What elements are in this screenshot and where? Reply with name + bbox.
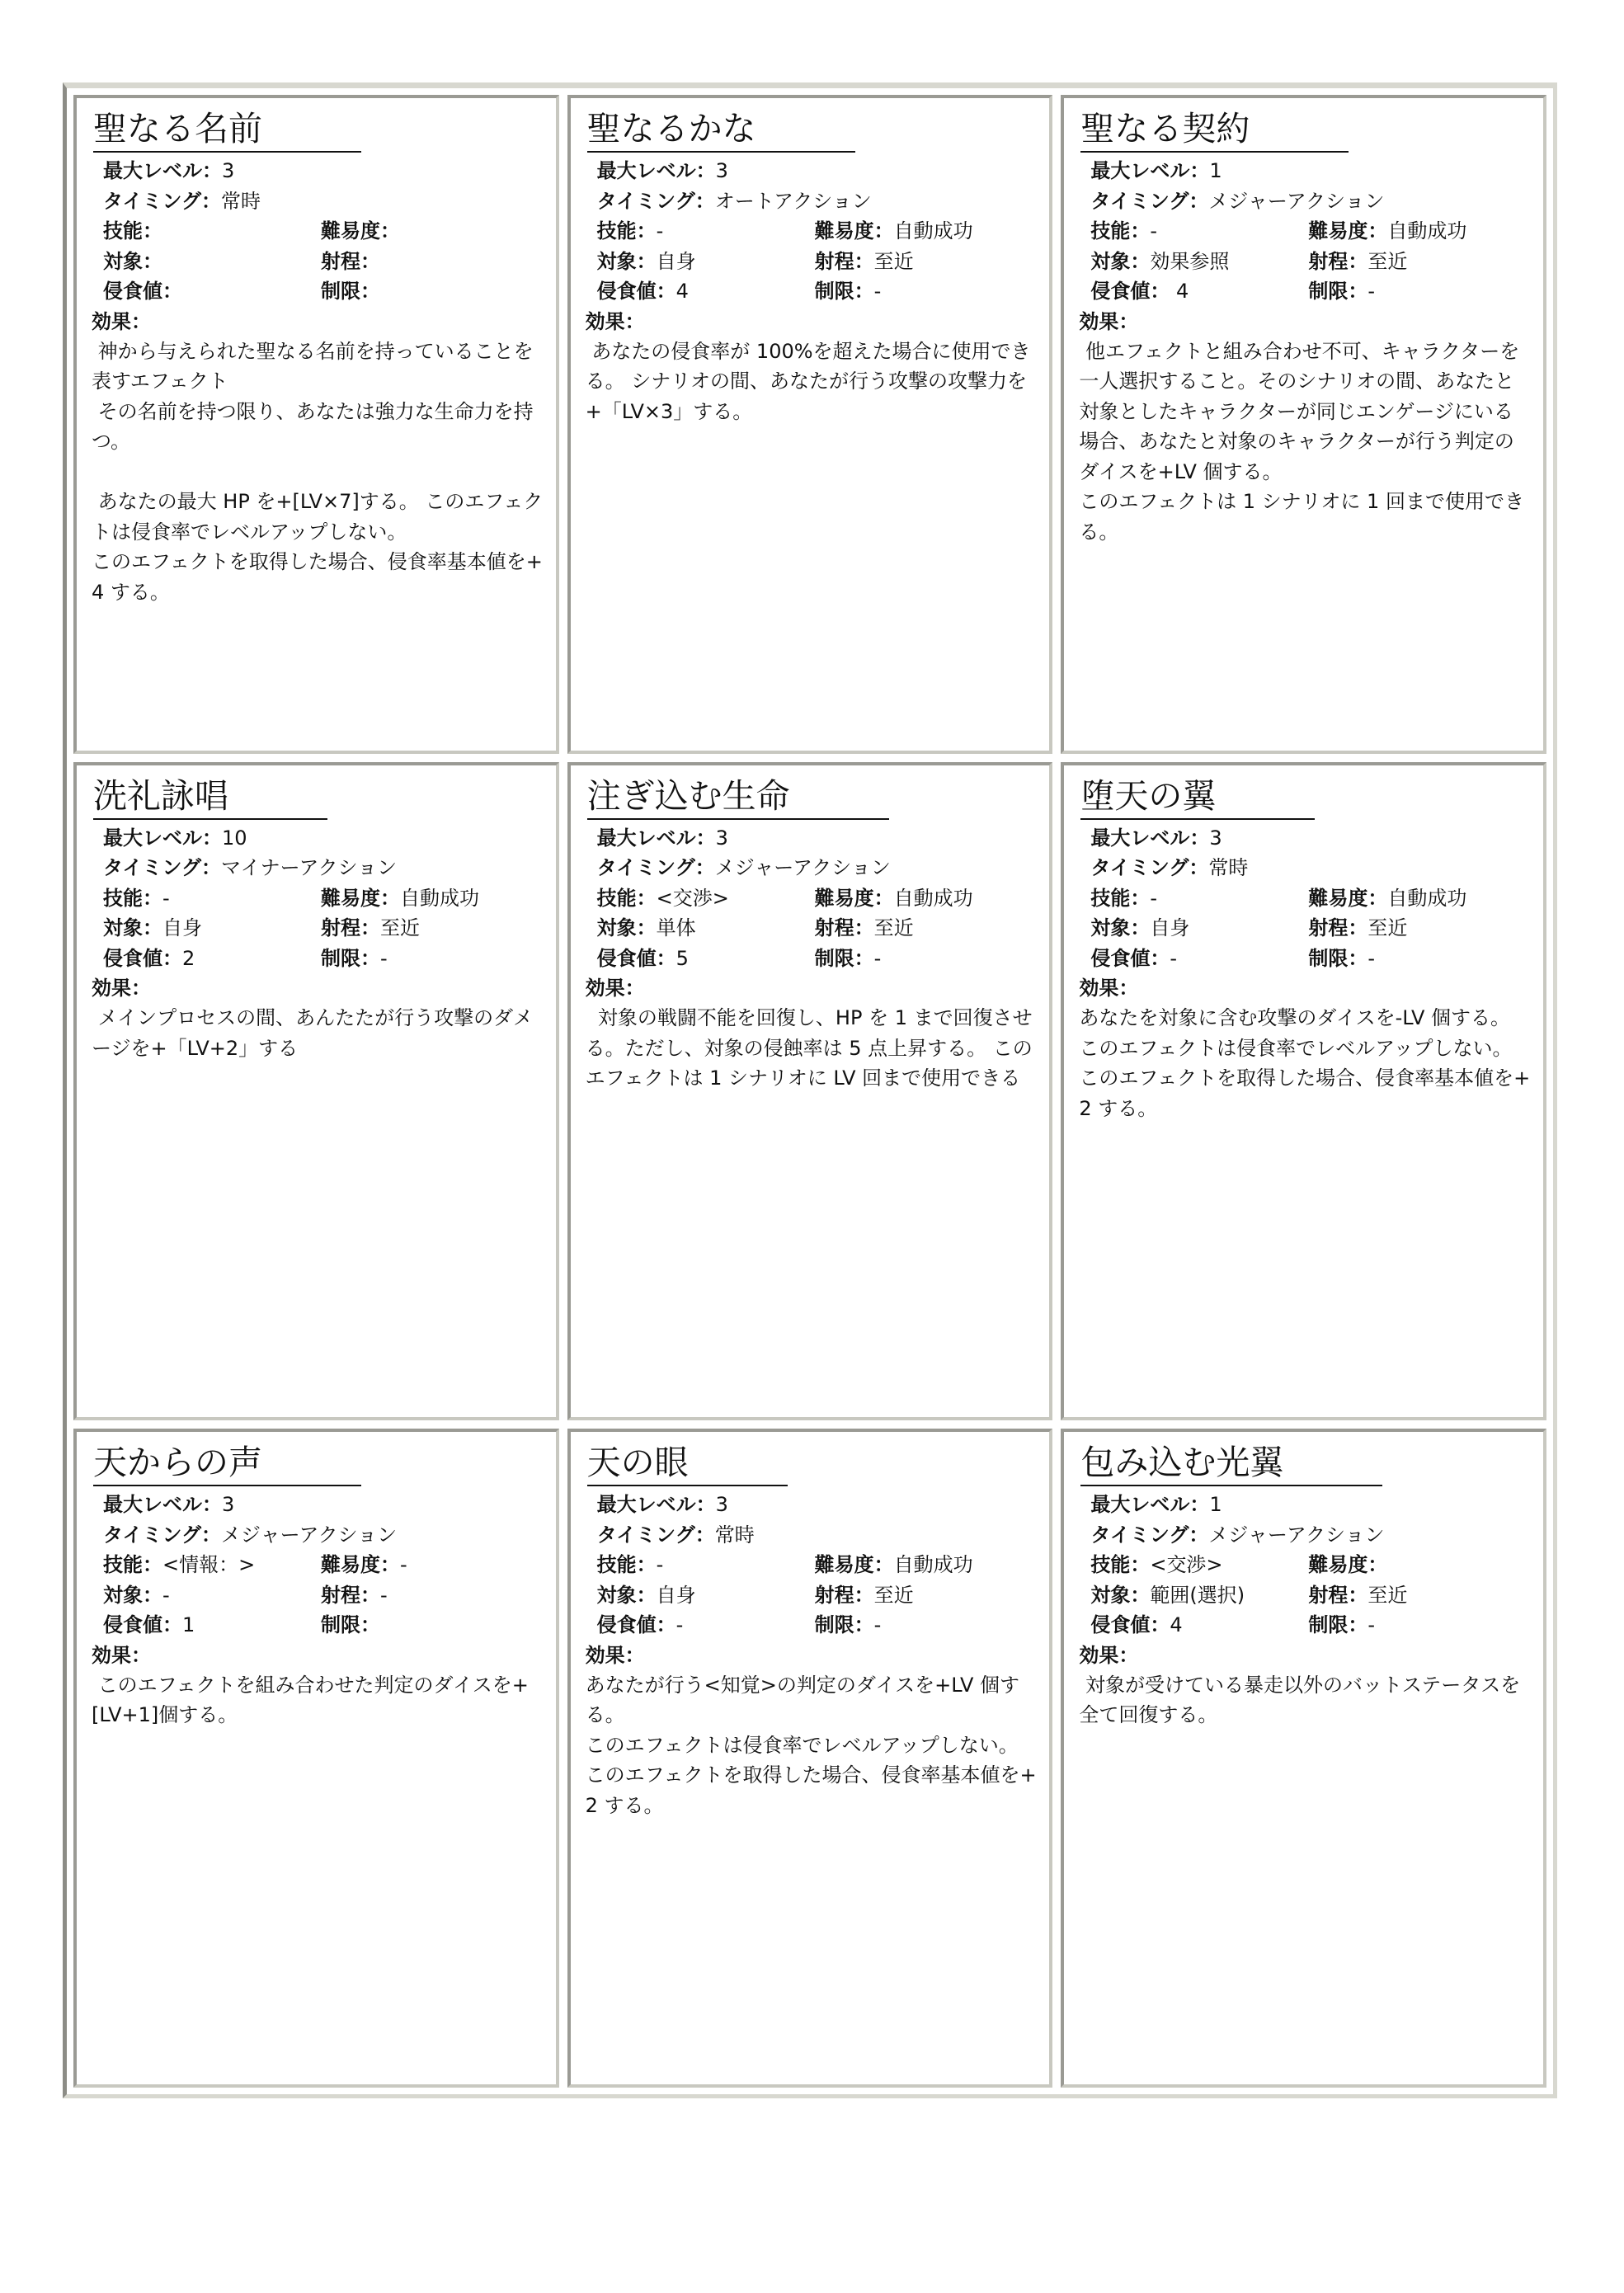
stat-row-skill xyxy=(1090,216,1532,247)
stat-row-max-level xyxy=(597,156,1038,186)
max-level-label: 最大レベル： xyxy=(103,1493,222,1517)
effect-text: あなたが行う<知覚>の判定のダイスを+LV 個する。 このエフェクトは侵食率でレベルアップしない。 このエフェクトを取得した場合、侵食率基本値を+2 する。 xyxy=(585,1673,1037,1817)
effect-text: 他エフェクトと組み合わせ不可、キャラクターを一人選択すること。そのシナリオの間、あなたと対象としたキャラクターが同じエンゲージにいる場合、あなたと対象のキャラクターが行う判定のダイスを+LV 個する。 このエフェクトは 1 シナリオに 1 回まで使用できる。 xyxy=(1079,339,1524,544)
range-value: 至近 xyxy=(1367,249,1408,273)
range-label: 射程： xyxy=(1308,916,1368,940)
effect-stats xyxy=(103,156,544,307)
max-level-label: 最大レベル： xyxy=(1090,1493,1210,1517)
restriction-label: 制限： xyxy=(814,1613,874,1637)
max-level-label: 最大レベル： xyxy=(596,826,716,850)
difficulty-label: 難易度： xyxy=(321,886,400,910)
effect-label: 効果： xyxy=(92,309,151,333)
skill-label: 技能： xyxy=(596,1553,657,1577)
stat-row-target xyxy=(103,247,544,277)
max-level-value: 3 xyxy=(715,159,728,182)
effect-text: あなたを対象に含む攻撃のダイスを-LV 個する。 このエフェクトは侵食率でレベルアップしない。 このエフェクトを取得した場合、侵食率基本値を+2 する。 xyxy=(1079,1006,1531,1120)
erosion-value: 2 xyxy=(182,946,195,970)
skill-value: - xyxy=(162,886,170,910)
erosion-value: 5 xyxy=(675,946,689,970)
skill-label: 技能： xyxy=(103,1553,162,1577)
effect-stats xyxy=(1090,1490,1532,1641)
effect-name: 包み込む光翼 xyxy=(1080,1440,1382,1486)
effect-stats xyxy=(1090,823,1532,974)
timing-label: タイミング： xyxy=(1090,1523,1209,1547)
restriction-label: 制限： xyxy=(814,946,874,970)
target-label: 対象： xyxy=(596,1583,657,1607)
erosion-value: 4 xyxy=(1170,280,1189,303)
stat-row-max-level xyxy=(1090,823,1532,854)
stat-row-skill xyxy=(597,883,1038,914)
range-value: 至近 xyxy=(873,916,914,940)
stat-row-target xyxy=(1090,1580,1532,1611)
stat-row-erosion xyxy=(1090,276,1532,307)
max-level-label: 最大レベル： xyxy=(103,826,222,850)
effect-name: 注ぎ込む生命 xyxy=(587,774,889,820)
effect-card xyxy=(567,1429,1053,2088)
target-label: 対象： xyxy=(1090,916,1151,940)
max-level-label: 最大レベル： xyxy=(596,159,716,182)
range-label: 射程： xyxy=(814,1583,874,1607)
restriction-value: - xyxy=(873,280,882,303)
effect-card xyxy=(1061,762,1546,1421)
range-label: 射程： xyxy=(321,1583,380,1607)
skill-label: 技能： xyxy=(1090,219,1151,242)
max-level-value: 3 xyxy=(1209,826,1222,850)
max-level-label: 最大レベル： xyxy=(103,159,222,182)
target-label: 対象： xyxy=(1090,1583,1151,1607)
range-value: - xyxy=(380,1583,388,1607)
max-level-value: 3 xyxy=(222,159,235,182)
erosion-value: 1 xyxy=(182,1613,195,1637)
effect-card-sheet xyxy=(63,82,1557,2098)
max-level-value: 3 xyxy=(715,826,728,850)
erosion-label: 侵食値： xyxy=(1090,280,1170,303)
effect-text: 神から与えられた聖なる名前を持っていることを表すエフェクト その名前を持つ限り、あなたは強力な生命力を持つ。 あなたの最大 HP を+[LV×7]する。 このエフェクトは侵食率でレベルアップしない。 このエフェクトを取得した場合、侵食率基本値を+4 する。 xyxy=(92,339,544,604)
timing-label: タイミング： xyxy=(1090,856,1209,880)
target-value: 単体 xyxy=(656,916,696,940)
effect-name: 堕天の翼 xyxy=(1080,774,1315,820)
erosion-label: 侵食値： xyxy=(596,946,676,970)
restriction-value: - xyxy=(873,946,882,970)
stat-row-max-level xyxy=(1090,1490,1532,1520)
target-label: 対象： xyxy=(103,916,162,940)
restriction-label: 制限： xyxy=(321,280,380,303)
skill-label: 技能： xyxy=(596,219,657,242)
max-level-label: 最大レベル： xyxy=(1090,826,1210,850)
erosion-value: - xyxy=(1170,946,1177,970)
erosion-label: 侵食値： xyxy=(1090,946,1170,970)
target-value: 自身 xyxy=(656,249,696,273)
stat-row-max-level xyxy=(597,1490,1038,1520)
effect-name: 聖なるかな xyxy=(587,106,855,153)
max-level-label: 最大レベル： xyxy=(596,1493,716,1517)
stat-row-erosion xyxy=(597,944,1038,974)
difficulty-label: 難易度： xyxy=(321,1553,400,1577)
restriction-label: 制限： xyxy=(1308,1613,1368,1637)
effect-label: 効果： xyxy=(1079,1643,1139,1667)
timing-label: タイミング： xyxy=(103,1523,222,1547)
timing-label: タイミング： xyxy=(596,1523,715,1547)
stat-row-max-level xyxy=(103,823,544,854)
stat-row-erosion xyxy=(597,276,1038,307)
erosion-value: 4 xyxy=(675,280,689,303)
skill-label: 技能： xyxy=(1090,886,1151,910)
stat-row-target xyxy=(1090,913,1532,944)
target-label: 対象： xyxy=(596,249,657,273)
timing-label: タイミング： xyxy=(103,856,222,880)
effect-name: 天の眼 xyxy=(587,1440,788,1486)
skill-value: - xyxy=(1150,886,1157,910)
effect-name: 聖なる契約 xyxy=(1080,106,1349,153)
effect-text: メインプロセスの間、あんたたが行う攻撃のダメージを+「LV+2」する xyxy=(92,1006,534,1060)
timing-value: メジャーアクション xyxy=(714,856,891,880)
target-value: 範囲(選択) xyxy=(1150,1583,1245,1607)
skill-label: 技能： xyxy=(103,886,162,910)
effect-card xyxy=(73,95,559,754)
effect-stats xyxy=(103,823,544,974)
timing-label: タイミング： xyxy=(1090,189,1209,213)
range-label: 射程： xyxy=(321,249,380,273)
target-value: 自身 xyxy=(656,1583,696,1607)
target-value: - xyxy=(162,1583,170,1607)
timing-label: タイミング： xyxy=(596,189,715,213)
erosion-label: 侵食値： xyxy=(596,1613,676,1637)
effect-text: あなたの侵食率が 100%を超えた場合に使用できる。 シナリオの間、あなたが行う攻撃の攻撃力を+「LV×3」する。 xyxy=(585,339,1031,423)
difficulty-value: 自動成功 xyxy=(1387,219,1467,242)
timing-value: メジャーアクション xyxy=(1208,189,1385,213)
timing-value: 常時 xyxy=(221,189,261,213)
effect-name: 洗礼詠唱 xyxy=(93,774,327,820)
difficulty-value: 自動成功 xyxy=(893,1553,973,1577)
range-label: 射程： xyxy=(321,916,380,940)
target-value: 自身 xyxy=(1150,916,1190,940)
effect-name: 聖なる名前 xyxy=(93,106,361,153)
target-value: 効果参照 xyxy=(1150,249,1230,273)
timing-value: メジャーアクション xyxy=(221,1523,398,1547)
skill-value: <交渉> xyxy=(656,886,729,910)
stat-row-erosion xyxy=(103,276,544,307)
stat-row-erosion xyxy=(103,1610,544,1641)
effect-stats xyxy=(597,1490,1038,1641)
stat-row-skill xyxy=(597,216,1038,247)
stat-row-timing xyxy=(103,186,544,217)
difficulty-label: 難易度： xyxy=(814,1553,894,1577)
target-label: 対象： xyxy=(1090,249,1151,273)
skill-value: - xyxy=(656,219,664,242)
target-label: 対象： xyxy=(103,249,162,273)
effect-card xyxy=(1061,95,1546,754)
stat-row-erosion xyxy=(597,1610,1038,1641)
timing-value: 常時 xyxy=(714,1523,755,1547)
effect-stats xyxy=(103,1490,544,1641)
restriction-value: - xyxy=(1367,946,1375,970)
range-value: 至近 xyxy=(873,249,914,273)
timing-label: タイミング： xyxy=(103,189,222,213)
max-level-value: 3 xyxy=(715,1493,728,1517)
range-value: 至近 xyxy=(1367,916,1408,940)
skill-label: 技能： xyxy=(596,886,657,910)
timing-value: 常時 xyxy=(1208,856,1249,880)
stat-row-skill xyxy=(1090,1550,1532,1580)
restriction-label: 制限： xyxy=(321,946,380,970)
stat-row-max-level xyxy=(103,1490,544,1520)
stat-row-timing xyxy=(597,1520,1038,1551)
stat-row-max-level xyxy=(597,823,1038,854)
skill-value: - xyxy=(656,1553,664,1577)
erosion-value: - xyxy=(675,1613,684,1637)
stat-row-timing xyxy=(597,853,1038,883)
skill-value: <情報：> xyxy=(162,1553,256,1577)
difficulty-value: - xyxy=(400,1553,407,1577)
effect-card xyxy=(567,95,1053,754)
stat-row-skill xyxy=(103,1550,544,1580)
stat-row-target xyxy=(597,913,1038,944)
stat-row-skill xyxy=(597,1550,1038,1580)
restriction-label: 制限： xyxy=(1308,280,1368,303)
erosion-value: 4 xyxy=(1170,1613,1183,1637)
effect-label: 効果： xyxy=(585,977,645,1001)
stat-row-skill xyxy=(103,216,544,247)
range-value: 至近 xyxy=(380,916,420,940)
stat-row-timing xyxy=(1090,1520,1532,1551)
effect-label: 効果： xyxy=(1079,309,1139,333)
stat-row-erosion xyxy=(103,944,544,974)
timing-label: タイミング： xyxy=(596,856,715,880)
erosion-label: 侵食値： xyxy=(103,946,182,970)
effect-text: 対象が受けている暴走以外のバットステータスを全て回復する。 xyxy=(1079,1673,1521,1727)
skill-label: 技能： xyxy=(1090,1553,1151,1577)
difficulty-value: 自動成功 xyxy=(400,886,479,910)
stat-row-skill xyxy=(1090,883,1532,914)
skill-value: <交渉> xyxy=(1150,1553,1223,1577)
restriction-label: 制限： xyxy=(1308,946,1368,970)
stat-row-timing xyxy=(1090,853,1532,883)
difficulty-label: 難易度： xyxy=(1308,219,1388,242)
effect-stats xyxy=(597,823,1038,974)
max-level-value: 10 xyxy=(222,826,247,850)
restriction-value: - xyxy=(380,946,388,970)
effect-text: 対象の戦闘不能を回復し、HP を 1 まで回復させる。ただし、対象の侵蝕率は 5 点上昇する。 このエフェクトは 1 シナリオに LV 回まで使用できる xyxy=(585,1006,1033,1090)
difficulty-value: 自動成功 xyxy=(893,219,973,242)
max-level-value: 3 xyxy=(222,1493,235,1517)
target-label: 対象： xyxy=(596,916,657,940)
stat-row-target xyxy=(597,1580,1038,1611)
range-value: 至近 xyxy=(873,1583,914,1607)
range-label: 射程： xyxy=(814,249,874,273)
restriction-value: - xyxy=(1367,1613,1375,1637)
target-label: 対象： xyxy=(103,1583,162,1607)
timing-value: メジャーアクション xyxy=(1208,1523,1385,1547)
difficulty-value: 自動成功 xyxy=(893,886,973,910)
stat-row-max-level xyxy=(103,156,544,186)
max-level-label: 最大レベル： xyxy=(1090,159,1210,182)
range-label: 射程： xyxy=(1308,1583,1368,1607)
erosion-label: 侵食値： xyxy=(1090,1613,1170,1637)
stat-row-target xyxy=(103,913,544,944)
timing-value: マイナーアクション xyxy=(221,856,398,880)
stat-row-erosion xyxy=(1090,1610,1532,1641)
erosion-label: 侵食値： xyxy=(103,280,182,303)
effect-card xyxy=(567,762,1053,1421)
difficulty-label: 難易度： xyxy=(814,219,894,242)
erosion-label: 侵食値： xyxy=(596,280,676,303)
effect-card xyxy=(73,1429,559,2088)
restriction-label: 制限： xyxy=(321,1613,380,1637)
stat-row-timing xyxy=(1090,186,1532,217)
effect-label: 効果： xyxy=(585,1643,645,1667)
range-label: 射程： xyxy=(814,916,874,940)
effect-stats xyxy=(1090,156,1532,307)
range-label: 射程： xyxy=(1308,249,1368,273)
restriction-label: 制限： xyxy=(814,280,874,303)
effect-stats xyxy=(597,156,1038,307)
difficulty-label: 難易度： xyxy=(814,886,894,910)
stat-row-timing xyxy=(103,853,544,883)
stat-row-erosion xyxy=(1090,944,1532,974)
difficulty-label: 難易度： xyxy=(1308,1553,1388,1577)
skill-label: 技能： xyxy=(103,219,162,242)
max-level-value: 1 xyxy=(1209,159,1222,182)
effect-label: 効果： xyxy=(1079,977,1139,1001)
effect-label: 効果： xyxy=(92,1643,151,1667)
stat-row-max-level xyxy=(1090,156,1532,186)
timing-value: オートアクション xyxy=(714,189,872,213)
range-value: 至近 xyxy=(1367,1583,1408,1607)
difficulty-label: 難易度： xyxy=(321,219,400,242)
difficulty-value: 自動成功 xyxy=(1387,886,1467,910)
effect-label: 効果： xyxy=(92,977,151,1001)
stat-row-target xyxy=(103,1580,544,1611)
effect-label: 効果： xyxy=(585,309,645,333)
effect-card xyxy=(1061,1429,1546,2088)
effect-name: 天からの声 xyxy=(93,1440,361,1486)
restriction-value: - xyxy=(1367,280,1375,303)
stat-row-timing xyxy=(597,186,1038,217)
stat-row-target xyxy=(597,247,1038,277)
effect-card xyxy=(73,762,559,1421)
effect-text: このエフェクトを組み合わせた判定のダイスを+[LV+1]個する。 xyxy=(92,1673,529,1727)
target-value: 自身 xyxy=(162,916,202,940)
skill-value: - xyxy=(1150,219,1157,242)
max-level-value: 1 xyxy=(1209,1493,1222,1517)
stat-row-timing xyxy=(103,1520,544,1551)
erosion-label: 侵食値： xyxy=(103,1613,182,1637)
stat-row-target xyxy=(1090,247,1532,277)
restriction-value: - xyxy=(873,1613,882,1637)
stat-row-skill xyxy=(103,883,544,914)
difficulty-label: 難易度： xyxy=(1308,886,1388,910)
